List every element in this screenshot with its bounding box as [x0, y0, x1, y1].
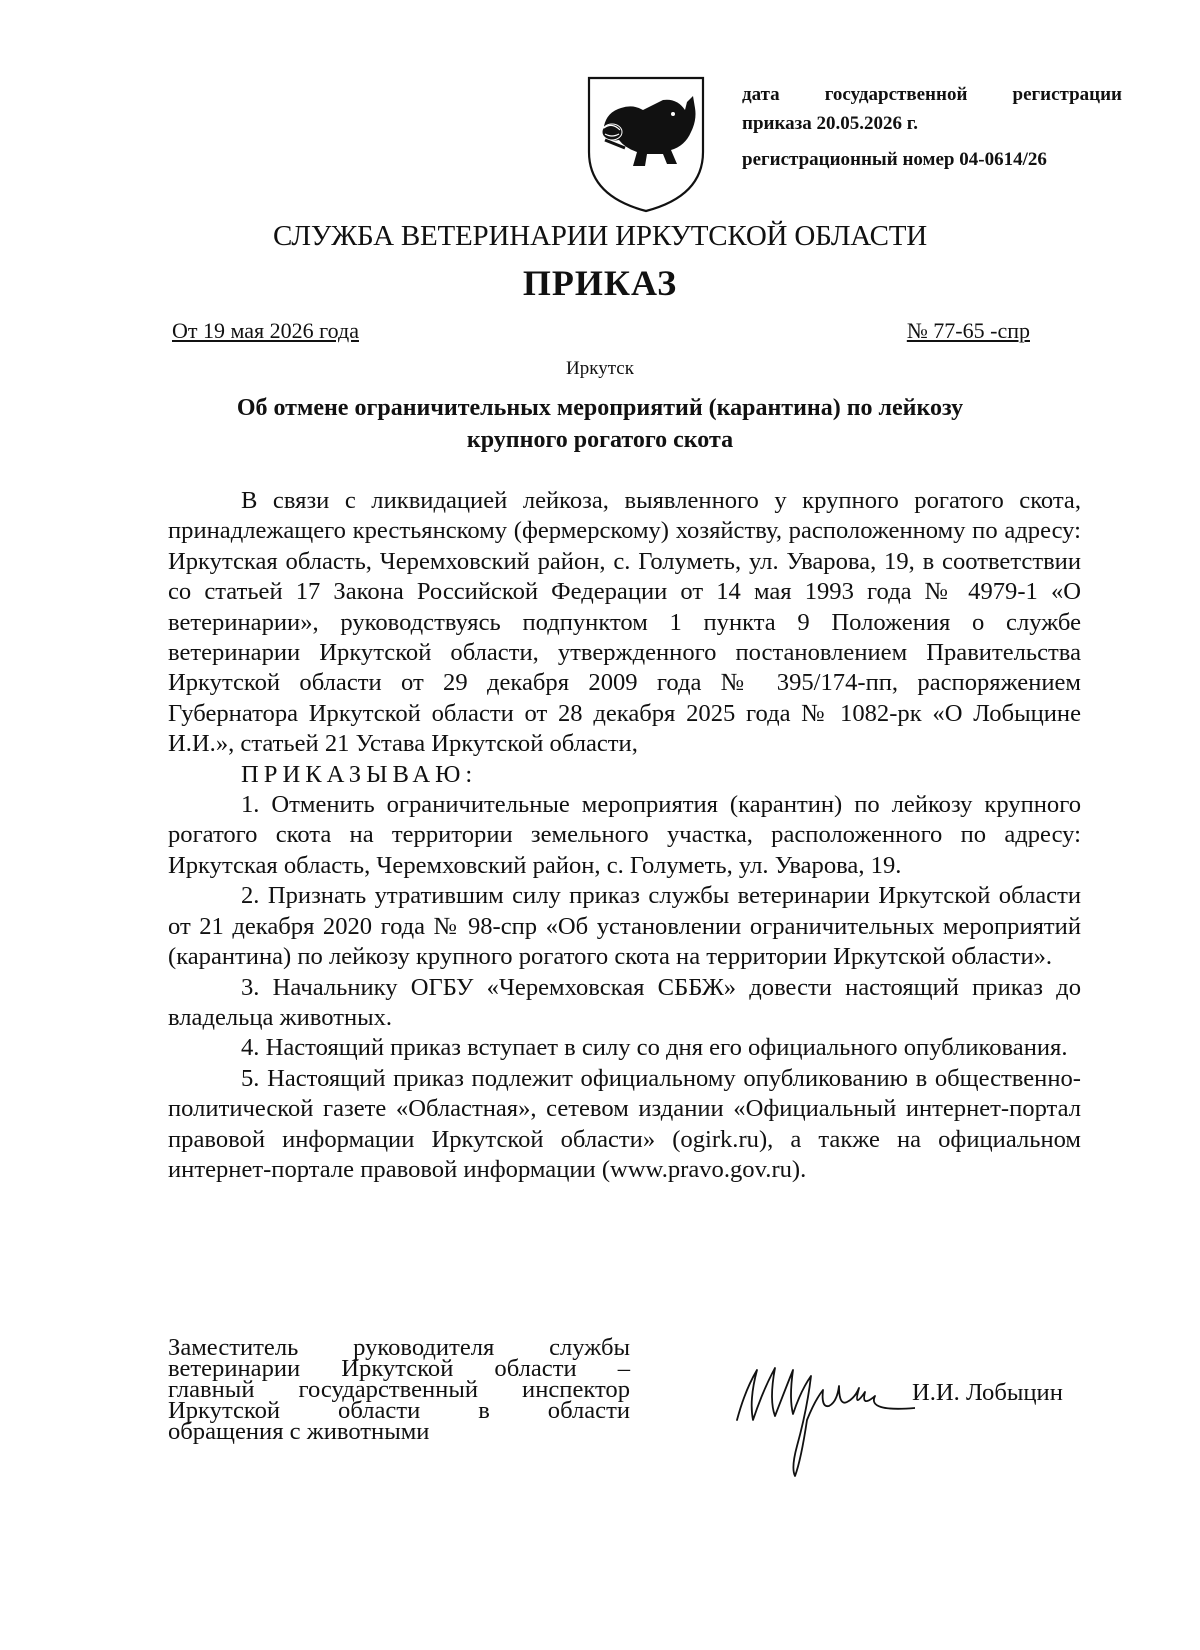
order-word: ПРИКАЗЫВАЮ: [241, 760, 478, 788]
agency-name: СЛУЖБА ВЕТЕРИНАРИИ ИРКУТСКОЙ ОБЛАСТИ [273, 220, 927, 252]
order-item-4: 4. Настоящий приказ вступает в силу со дня его официального опубликования. [241, 1034, 1068, 1062]
coat-of-arms-icon [585, 74, 707, 214]
registration-line-1: дата государственной регистрации [742, 84, 1122, 105]
order-city: Иркутск [566, 358, 634, 379]
order-item-3: 3. Начальнику ОГБУ «Черемховская СББЖ» довести настоящий приказ до владельца животных. [168, 973, 1081, 1031]
signer-name: И.И. Лобыцин [912, 1379, 1063, 1406]
registration-number: регистрационный номер 04-0614/26 [742, 149, 1047, 170]
order-item-2: 2. Признать утратившим силу приказ службы ветеринарии Иркутской области от 21 декабря 2020 года № 98-спр «Об установлении ограничительных мероприятий (карантина) по лейкозу крупного рогатого скота на территории Иркутской области». [168, 882, 1081, 971]
order-item-1: 1. Отменить ограничительные мероприятия (карантин) по лейкозу крупного рогатого скота на территории земельного участка, расположенного по адресу: Иркутская область, Черемховский район, с. Голуметь, ул. Уварова, 19. [168, 791, 1081, 879]
registration-date: приказа 20.05.2026 г. [742, 113, 918, 134]
order-body [168, 486, 1081, 1185]
order-subject: Об отмене ограничительных мероприятий (карантина) по лейкозу крупного рогатого скота [236, 395, 964, 453]
order-date: От 19 мая 2026 года [172, 318, 359, 343]
intro-paragraph: В связи с ликвидацией лейкоза, выявленного у крупного рогатого скота, принадлежащего крестьянскому (фермерскому) хозяйству, расположенному по адресу: Иркутская область, Черемховский район, с. Голуметь, ул. Уварова, 19, в соответствии со статьей 17 Закона Российской Федерации от 14 мая 1993 года № 4979-1 «О ветеринарии», руководствуясь подпунктом 1 пункта 9 Положения о службе ветеринарии Иркутской области, утвержденного постановлением Правительства Иркутской области от 29 декабря 2009 года № 395/174-пп, распоряжением Губернатора Иркутской области от 28 декабря 2025 года № 1082-рк «О Лобыцине И.И.», статьей 21 Устава Иркутской области, [168, 487, 1081, 758]
signer-position: Заместитель руководителя службы ветеринарии Иркутской области – главный государственный инспектор Иркутской области в области обращения с животными [168, 1334, 630, 1445]
order-number: № 77-65 -спр [906, 318, 1030, 343]
document-title: ПРИКАЗ [522, 263, 678, 303]
order-item-5: 5. Настоящий приказ подлежит официальному опубликованию в общественно-политической газете «Областная», сетевом издании «Официальный интернет-портал правовой информации Иркутской области» (ogirk.ru), а также на официальном интернет-портале правовой информации (www.pravo.gov.ru). [168, 1064, 1081, 1183]
registration-block [742, 80, 1122, 174]
handwritten-signature [735, 1350, 915, 1480]
